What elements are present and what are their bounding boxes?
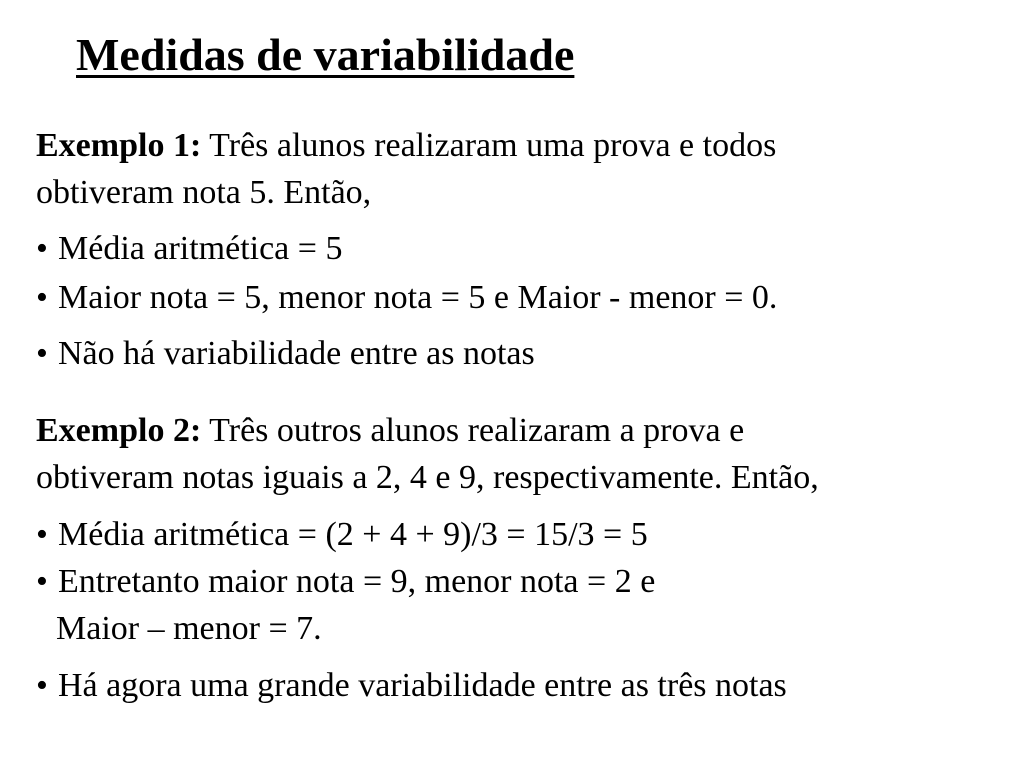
example2-intro-line2: obtiveram notas iguais a 2, 4 e 9, respectivamente. Então, [36, 459, 819, 496]
example2-label: Exemplo 2: [36, 412, 202, 449]
example1-intro-line1 [36, 126, 776, 167]
bullet-icon: • [36, 516, 48, 553]
example2-intro-line1 [36, 411, 744, 452]
bullet-text: Média aritmética = (2 + 4 + 9)/3 = 15/3 = 5 [58, 516, 648, 553]
list-item [36, 515, 648, 556]
bullet-icon: • [36, 563, 48, 600]
bullet-icon: • [36, 279, 48, 316]
list-item [36, 278, 777, 319]
bullet-text: Não há variabilidade entre as notas [58, 335, 535, 372]
list-item [36, 666, 787, 707]
bullet-icon: • [36, 230, 48, 267]
list-item-continuation: Maior – menor = 7. [56, 610, 322, 647]
example1-intro-text: Três alunos realizaram uma prova e todos [209, 127, 777, 164]
bullet-text: Média aritmética = 5 [58, 230, 343, 267]
bullet-text: Entretanto maior nota = 9, menor nota = 2 e [58, 563, 656, 600]
example1-intro-line2: obtiveram nota 5. Então, [36, 174, 372, 211]
list-item [36, 229, 342, 270]
list-item [36, 562, 655, 603]
example1-label: Exemplo 1: [36, 127, 202, 164]
bullet-icon: • [36, 335, 48, 372]
bullet-text: Há agora uma grande variabilidade entre as três notas [58, 667, 787, 704]
list-item [36, 334, 535, 375]
bullet-text: Maior nota = 5, menor nota = 5 e Maior - menor = 0. [58, 279, 778, 316]
example2-intro-text: Três outros alunos realizaram a prova e [209, 412, 745, 449]
slide-title: Medidas de variabilidade [76, 29, 575, 80]
bullet-icon: • [36, 667, 48, 704]
